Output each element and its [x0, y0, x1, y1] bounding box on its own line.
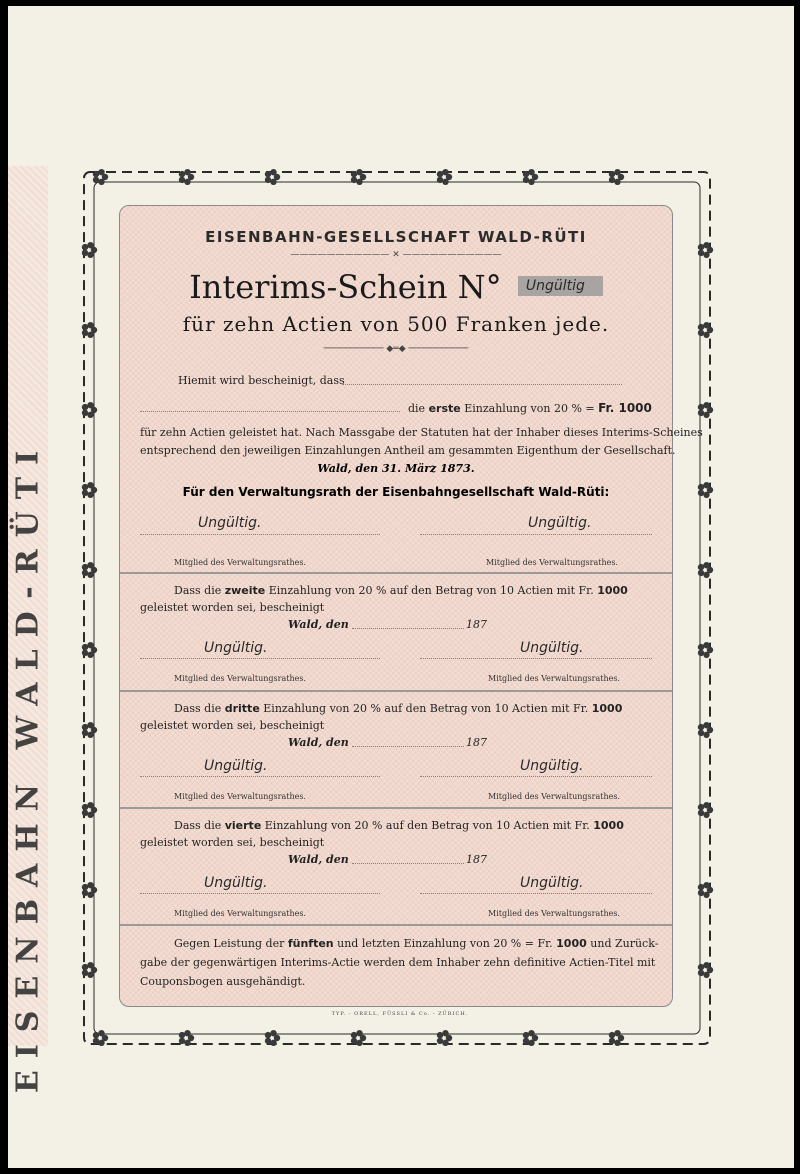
flower-petal	[437, 171, 443, 177]
certificate-subtitle: für zehn Actien von 500 Franken jede.	[182, 312, 610, 336]
stub-text: EISENBAHN WALD-RÜTI	[10, 438, 46, 1094]
flower-petal	[703, 402, 709, 408]
flower-petal	[703, 962, 709, 968]
flower-petal	[87, 972, 93, 978]
body-line-1: für zehn Actien geleistet hat. Nach Massgabe der Statuten hat der Inhaber dieses Interims-Scheines	[140, 426, 703, 439]
flower-petal	[703, 332, 709, 338]
flower-petal	[87, 492, 93, 498]
installment-middle: Einzahlung von 20 % auf den Betrag von 10 Actien mit Fr.	[263, 702, 589, 715]
flower-petal	[698, 804, 704, 810]
flower-petal	[82, 724, 88, 730]
header-divider: ——————————— ✕ ———————————	[290, 250, 502, 260]
flower-petal	[87, 722, 93, 728]
flower-petal	[351, 1038, 357, 1044]
flower-petal	[87, 812, 93, 818]
flower-petal	[698, 484, 704, 490]
flower-petal	[698, 644, 704, 650]
ornament-divider: ─────────── ◆═◆ ───────────	[323, 344, 469, 354]
flower-petal	[82, 404, 88, 410]
flower-petal	[703, 642, 709, 648]
flower-petal	[698, 244, 704, 250]
flower-petal	[442, 169, 448, 175]
flower-petal	[442, 1040, 448, 1046]
installment-signature-right: Ungültig.	[520, 875, 584, 891]
flower-petal	[82, 484, 88, 490]
flower-petal	[698, 650, 704, 656]
flower-petal	[703, 802, 709, 808]
installment-line-1	[174, 819, 624, 832]
flower-petal	[703, 732, 709, 738]
flower-petal	[82, 564, 88, 570]
flower-petal	[270, 179, 276, 185]
flower-petal	[698, 410, 704, 416]
flower-petal	[437, 177, 443, 183]
installment-rule	[120, 572, 672, 574]
installment-line-1	[174, 702, 622, 715]
flower-petal	[87, 572, 93, 578]
flower-petal	[356, 179, 362, 185]
flower-petal	[698, 564, 704, 570]
signature-line-right	[420, 893, 652, 894]
void-stamp: Ungültig	[518, 276, 603, 296]
place-date: Wald, den 31. März 1873.	[317, 462, 475, 475]
installment-year: 187	[466, 618, 487, 631]
flower-petal	[609, 177, 615, 183]
flower-petal	[703, 882, 709, 888]
flower-petal	[528, 1030, 534, 1036]
flower-petal	[523, 177, 529, 183]
printer-imprint: TYP. - ORELL, FÜSSLI & Co. - ZÜRICH.	[331, 1011, 469, 1017]
flower-petal	[351, 177, 357, 183]
flower-petal	[703, 412, 709, 418]
installment-year: 187	[466, 853, 487, 866]
installment-signature-left: Ungültig.	[204, 640, 268, 656]
flower-petal	[356, 169, 362, 175]
installment-amount: 1000	[591, 702, 623, 715]
flower-petal	[703, 812, 709, 818]
flower-petal	[528, 169, 534, 175]
flower-petal	[265, 171, 271, 177]
title-row	[120, 268, 672, 306]
installment-line-2: geleistet worden sei, bescheinigt	[140, 719, 325, 732]
flower-petal	[87, 882, 93, 888]
final-line-3: Couponsbogen ausgehändigt.	[140, 975, 306, 988]
flower-petal	[98, 1040, 104, 1046]
flower-petal	[698, 730, 704, 736]
installment-prefix: Dass die	[174, 702, 222, 715]
final-rule	[120, 924, 672, 926]
flower-petal	[82, 804, 88, 810]
final-prefix: Gegen Leistung der	[174, 937, 285, 950]
member-caption-right: Mitglied des Verwaltungsrathes.	[488, 674, 620, 683]
flower-petal	[698, 250, 704, 256]
flower-petal	[98, 1030, 104, 1036]
flower-petal	[87, 642, 93, 648]
signature-line-left	[140, 534, 380, 535]
flower-petal	[523, 1038, 529, 1044]
flower-petal	[82, 810, 88, 816]
signature-line-left	[140, 776, 380, 777]
member-caption-left: Mitglied des Verwaltungsrathes.	[174, 792, 306, 801]
final-middle: und letzten Einzahlung von 20 % = Fr.	[337, 937, 553, 950]
flower-petal	[614, 1030, 620, 1036]
flower-petal	[698, 570, 704, 576]
flower-petal	[703, 652, 709, 658]
installment-line-2: geleistet worden sei, bescheinigt	[140, 836, 325, 849]
body-line-2: entsprechend den jeweiligen Einzahlungen Antheil am gesammten Eigenthum der Gesellschaft.	[140, 444, 676, 457]
flower-petal	[609, 1038, 615, 1044]
flower-petal	[98, 169, 104, 175]
holder-name-line-2	[140, 411, 400, 412]
flower-petal	[93, 177, 99, 183]
installment-prefix: Dass die	[174, 819, 222, 832]
flower-petal	[703, 572, 709, 578]
flower-petal	[82, 730, 88, 736]
flower-petal	[356, 1040, 362, 1046]
flower-petal	[82, 330, 88, 336]
flower-petal	[703, 242, 709, 248]
flower-petal	[87, 482, 93, 488]
flower-petal	[698, 964, 704, 970]
flower-petal	[698, 490, 704, 496]
flower-petal	[93, 171, 99, 177]
flower-petal	[179, 1038, 185, 1044]
flower-petal	[82, 570, 88, 576]
flower-petal	[179, 177, 185, 183]
flower-petal	[698, 884, 704, 890]
flower-petal	[703, 892, 709, 898]
installment-signature-left: Ungültig.	[204, 875, 268, 891]
installment-rule	[120, 690, 672, 692]
final-line-1	[174, 937, 658, 950]
signature-line-right	[420, 658, 652, 659]
flower-petal	[703, 492, 709, 498]
flower-petal	[265, 177, 271, 183]
installment-date-line	[352, 863, 464, 864]
flower-petal	[698, 890, 704, 896]
installment-year: 187	[466, 736, 487, 749]
installment-rule	[120, 807, 672, 809]
payment-middle: Einzahlung von 20 % =	[464, 402, 595, 415]
flower-petal	[87, 252, 93, 258]
installment-place: Wald, den	[288, 736, 349, 749]
member-caption-left: Mitglied des Verwaltungsrathes.	[174, 558, 306, 567]
flower-petal	[270, 169, 276, 175]
member-caption-left: Mitglied des Verwaltungsrathes.	[174, 674, 306, 683]
flower-petal	[87, 322, 93, 328]
installment-ordinal: vierte	[224, 819, 262, 832]
installment-signature-right: Ungültig.	[520, 758, 584, 774]
flower-petal	[351, 171, 357, 177]
final-line-2: gabe der gegenwärtigen Interims-Actie werden dem Inhaber zehn definitive Actien-Titel mit	[140, 956, 656, 969]
signature-line-left	[140, 893, 380, 894]
flower-petal	[179, 171, 185, 177]
flower-petal	[87, 242, 93, 248]
certificate-title: Interims-Schein N°	[189, 268, 502, 306]
flower-petal	[698, 330, 704, 336]
installment-ordinal: dritte	[224, 702, 260, 715]
flower-petal	[265, 1032, 271, 1038]
flower-petal	[437, 1032, 443, 1038]
flower-petal	[82, 964, 88, 970]
company-name: EISENBAHN-GESELLSCHAFT WALD-RÜTI	[205, 228, 587, 246]
flower-petal	[523, 1032, 529, 1038]
flower-petal	[82, 244, 88, 250]
member-caption-right: Mitglied des Verwaltungsrathes.	[488, 792, 620, 801]
flower-petal	[87, 962, 93, 968]
signature-line-right	[420, 534, 652, 535]
flower-petal	[437, 1038, 443, 1044]
flower-petal	[698, 324, 704, 330]
final-ordinal: fünften	[287, 937, 334, 950]
flower-petal	[270, 1030, 276, 1036]
certification-intro: Hiemit wird bescheinigt, dass	[178, 374, 345, 387]
flower-petal	[703, 972, 709, 978]
installment-signature-right: Ungültig.	[520, 640, 584, 656]
flower-petal	[698, 970, 704, 976]
payment-amount: Fr. 1000	[598, 401, 652, 415]
flower-petal	[703, 562, 709, 568]
flower-petal	[614, 169, 620, 175]
flower-petal	[87, 562, 93, 568]
flower-petal	[82, 650, 88, 656]
flower-petal	[82, 324, 88, 330]
flower-petal	[703, 252, 709, 258]
flower-petal	[265, 1038, 271, 1044]
flower-petal	[698, 404, 704, 410]
flower-petal	[82, 644, 88, 650]
installment-line-2: geleistet worden sei, bescheinigt	[140, 601, 325, 614]
installment-line-1	[174, 584, 628, 597]
flower-petal	[87, 802, 93, 808]
signature-left: Ungültig.	[198, 515, 262, 531]
flower-petal	[698, 810, 704, 816]
installment-amount: 1000	[593, 819, 624, 832]
flower-petal	[270, 1040, 276, 1046]
holder-name-line	[342, 384, 622, 385]
payment-prefix: die	[408, 402, 426, 415]
final-amount: 1000	[556, 937, 587, 950]
flower-petal	[703, 722, 709, 728]
flower-petal	[528, 1040, 534, 1046]
flower-petal	[184, 1030, 190, 1036]
signature-line-left	[140, 658, 380, 659]
flower-petal	[87, 402, 93, 408]
flower-petal	[528, 179, 534, 185]
certificate-panel	[119, 205, 703, 1007]
flower-petal	[82, 490, 88, 496]
installment-middle: Einzahlung von 20 % auf den Betrag von 10 Actien mit Fr.	[268, 584, 594, 597]
signature-line-right	[420, 776, 652, 777]
installment-date-line	[352, 628, 464, 629]
flower-petal	[523, 171, 529, 177]
installment-prefix: Dass die	[174, 584, 222, 597]
installment-middle: Einzahlung von 20 % auf den Betrag von 10 Actien mit Fr.	[264, 819, 590, 832]
member-caption-right: Mitglied des Verwaltungsrathes.	[486, 558, 618, 567]
installment-amount: 1000	[597, 584, 628, 597]
payment-line	[408, 401, 652, 415]
flower-petal	[614, 179, 620, 185]
flower-petal	[184, 169, 190, 175]
signature-right: Ungültig.	[528, 515, 592, 531]
member-caption-left: Mitglied des Verwaltungsrathes.	[174, 909, 306, 918]
flower-petal	[82, 884, 88, 890]
flower-petal	[82, 250, 88, 256]
flower-petal	[609, 171, 615, 177]
flower-petal	[98, 179, 104, 185]
board-heading: Für den Verwaltungsrath der Eisenbahngesellschaft Wald-Rüti:	[182, 485, 610, 499]
flower-petal	[87, 332, 93, 338]
flower-petal	[82, 410, 88, 416]
flower-petal	[184, 1040, 190, 1046]
flower-petal	[703, 482, 709, 488]
flower-petal	[356, 1030, 362, 1036]
installment-place: Wald, den	[288, 853, 349, 866]
flower-petal	[614, 1040, 620, 1046]
flower-petal	[703, 322, 709, 328]
flower-petal	[87, 652, 93, 658]
flower-petal	[698, 724, 704, 730]
flower-petal	[87, 892, 93, 898]
member-caption-right: Mitglied des Verwaltungsrathes.	[488, 909, 620, 918]
flower-petal	[93, 1032, 99, 1038]
flower-petal	[87, 412, 93, 418]
final-suffix: und Zurück-	[590, 937, 659, 950]
flower-petal	[87, 732, 93, 738]
installment-ordinal: zweite	[224, 584, 266, 597]
installment-date-line	[352, 746, 464, 747]
flower-petal	[82, 890, 88, 896]
flower-petal	[179, 1032, 185, 1038]
flower-petal	[442, 179, 448, 185]
payment-ordinal: erste	[428, 402, 461, 415]
installment-place: Wald, den	[288, 618, 349, 631]
flower-petal	[93, 1038, 99, 1044]
flower-petal	[351, 1032, 357, 1038]
installment-signature-left: Ungültig.	[204, 758, 268, 774]
flower-petal	[609, 1032, 615, 1038]
flower-petal	[82, 970, 88, 976]
flower-petal	[442, 1030, 448, 1036]
flower-petal	[184, 179, 190, 185]
